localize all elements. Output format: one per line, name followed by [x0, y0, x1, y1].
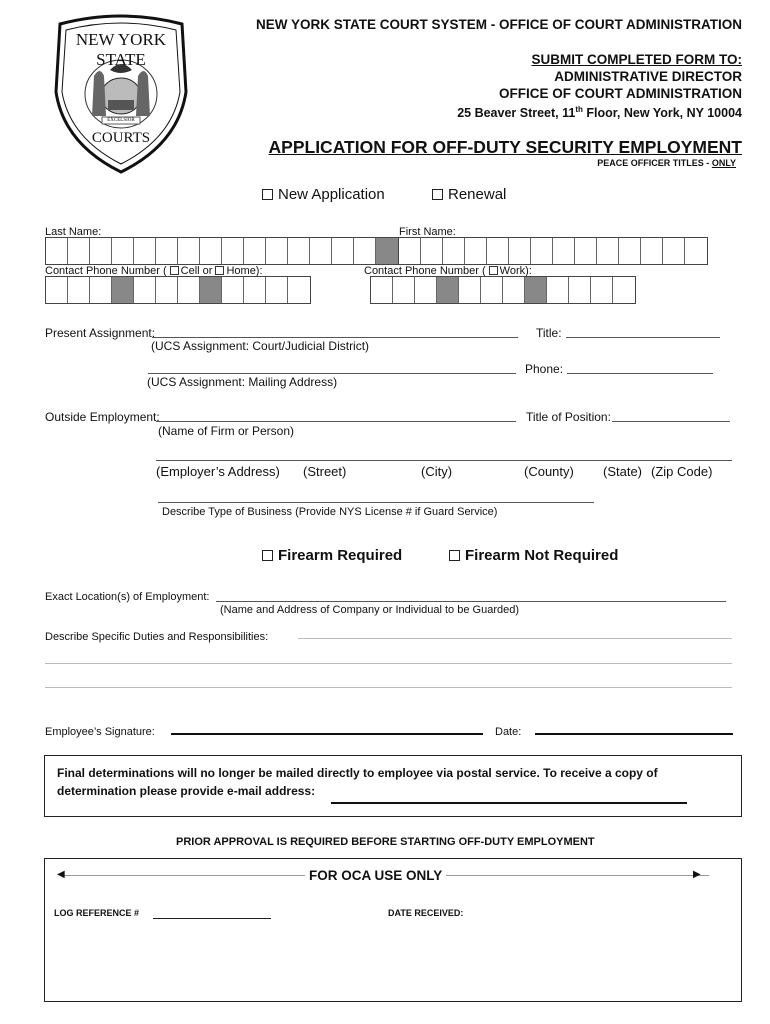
courts-seal-logo	[50, 14, 192, 176]
phone-work-boxes[interactable]	[370, 276, 636, 304]
employer-address-caption: (Employer’s Address)	[156, 464, 280, 479]
outside-employment-field[interactable]	[156, 421, 516, 422]
submit-to-label: SUBMIT COMPLETED FORM TO:	[531, 52, 742, 67]
checkbox-icon[interactable]	[449, 550, 460, 561]
exact-location-label: Exact Location(s) of Employment:	[45, 591, 210, 603]
phone-field[interactable]	[567, 373, 713, 374]
notice-line-2: determination please provide e-mail address:	[57, 784, 316, 798]
checkbox-icon[interactable]	[432, 189, 443, 200]
form-subtitle: PEACE OFFICER TITLES - ONLY	[597, 158, 736, 168]
outside-employment-label: Outside Employment:	[45, 410, 160, 424]
checkbox-icon[interactable]	[489, 266, 498, 275]
address-label: 25 Beaver Street, 11th Floor, New York, NY 10004	[457, 105, 742, 121]
business-type-field[interactable]	[158, 502, 594, 503]
contact-phone-work-label: Contact Phone Number ( Work):	[364, 265, 532, 277]
title-of-position-field[interactable]	[612, 421, 730, 422]
arrow-right-icon: ▶	[693, 869, 701, 880]
new-application-option[interactable]: New Application	[262, 186, 385, 203]
present-assignment-field[interactable]	[152, 337, 518, 338]
oca-use-only-box	[44, 858, 742, 1002]
mailing-address-field[interactable]	[148, 373, 516, 374]
employer-address-field[interactable]	[156, 460, 732, 461]
exact-location-field[interactable]	[216, 601, 726, 602]
contact-phone-home-label: Contact Phone Number ( Cell or Home):	[45, 265, 263, 277]
office-label: OFFICE OF COURT ADMINISTRATION	[499, 86, 742, 101]
org-heading: NEW YORK STATE COURT SYSTEM - OFFICE OF COURT ADMINISTRATION	[256, 17, 742, 32]
date-received-label: DATE RECEIVED:	[388, 908, 464, 918]
last-name-boxes[interactable]	[45, 237, 399, 265]
form-title: APPLICATION FOR OFF-DUTY SECURITY EMPLOYMENT	[268, 137, 742, 157]
title-field[interactable]	[566, 337, 720, 338]
checkbox-icon[interactable]	[262, 189, 273, 200]
log-reference-field[interactable]	[153, 918, 271, 919]
director-label: ADMINISTRATIVE DIRECTOR	[554, 69, 742, 84]
seal-text-top: NEW YORK STATE	[75, 30, 167, 69]
duties-line-2[interactable]	[45, 663, 732, 664]
seal-motto: EXCELSIOR	[107, 118, 135, 123]
checkbox-icon[interactable]	[170, 266, 179, 275]
specific-duties-label: Describe Specific Duties and Responsibilities:	[45, 631, 269, 643]
street-caption: (Street)	[303, 464, 347, 479]
email-field[interactable]	[331, 802, 687, 804]
renewal-option[interactable]: Renewal	[432, 186, 506, 203]
name-of-firm-caption: (Name of Firm or Person)	[158, 424, 295, 438]
first-name-boxes[interactable]	[398, 237, 708, 265]
duties-line-3[interactable]	[45, 687, 732, 688]
notice-line-1: Final determinations will no longer be mailed directly to employee via postal service. To receive a copy of	[57, 766, 658, 780]
phone-label: Phone:	[525, 362, 564, 376]
county-caption: (County)	[524, 464, 574, 479]
last-name-label: Last Name:	[45, 226, 102, 238]
title-label: Title:	[536, 326, 562, 340]
name-address-caption: (Name and Address of Company or Individual to be Guarded)	[220, 604, 519, 616]
checkbox-icon[interactable]	[262, 550, 273, 561]
city-caption: (City)	[421, 464, 453, 479]
ucs-mailing-caption: (UCS Assignment: Mailing Address)	[147, 375, 338, 389]
title-of-position-label: Title of Position:	[526, 410, 611, 424]
firearm-required-option[interactable]: Firearm Required	[262, 547, 402, 564]
signature-field[interactable]	[171, 733, 483, 735]
date-label: Date:	[495, 726, 522, 738]
state-caption: (State)	[603, 464, 643, 479]
phone-home-boxes[interactable]	[45, 276, 311, 304]
checkbox-icon[interactable]	[215, 266, 224, 275]
first-name-label: First Name:	[399, 226, 456, 238]
signature-label: Employee’s Signature:	[45, 726, 155, 738]
ucs-court-caption: (UCS Assignment: Court/Judicial District)	[151, 339, 370, 353]
zip-caption: (Zip Code)	[651, 464, 713, 479]
date-field[interactable]	[535, 733, 733, 735]
seal-text-bottom: COURTS	[91, 130, 151, 146]
log-reference-label: LOG REFERENCE #	[54, 908, 140, 918]
business-type-caption: Describe Type of Business (Provide NYS License # if Guard Service)	[162, 506, 498, 518]
prior-approval-notice: PRIOR APPROVAL IS REQUIRED BEFORE STARTING OFF-DUTY EMPLOYMENT	[176, 836, 595, 848]
firearm-not-required-option[interactable]: Firearm Not Required	[449, 547, 618, 564]
email-notice-box	[44, 755, 742, 817]
oca-title: FOR OCA USE ONLY	[305, 868, 446, 883]
arrow-left-icon: ◀	[57, 869, 65, 880]
duties-line-1[interactable]	[298, 638, 732, 639]
present-assignment-label: Present Assignment:	[45, 326, 156, 340]
